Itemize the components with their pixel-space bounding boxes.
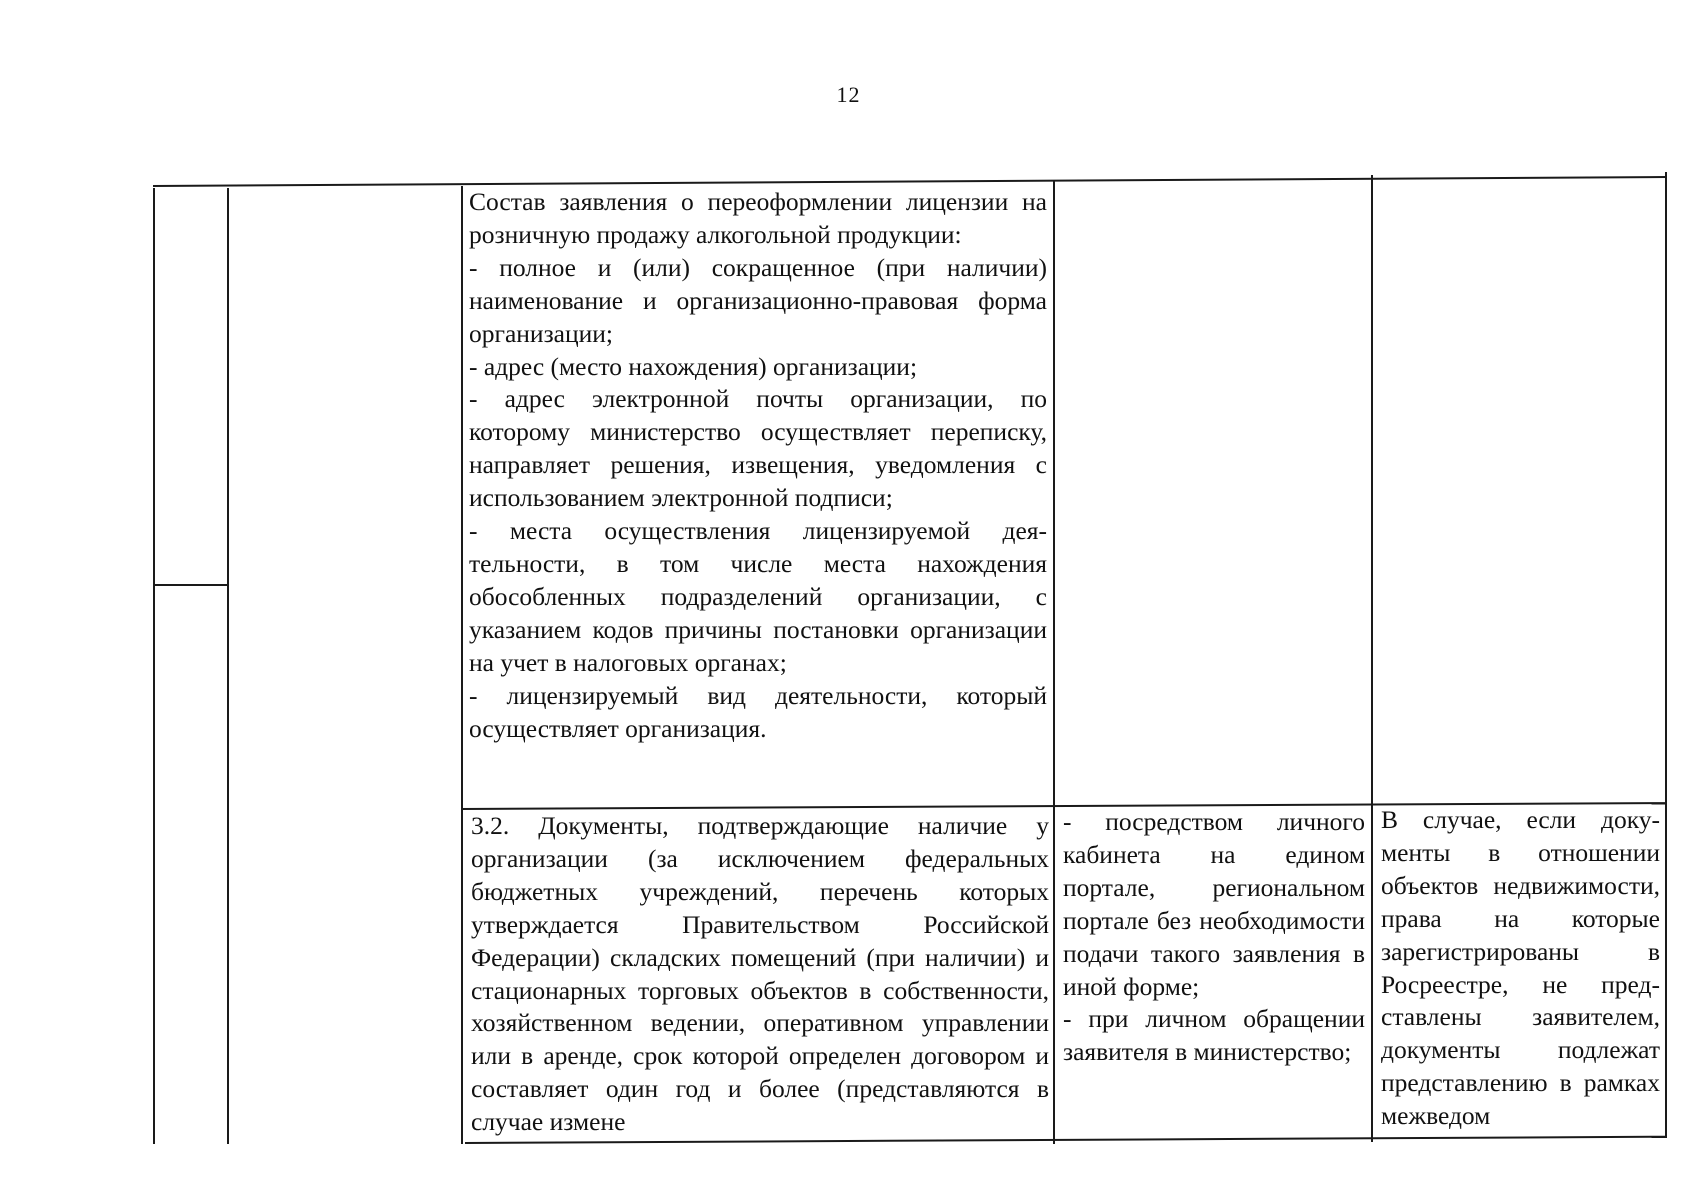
submission-methods-cell <box>1063 806 1365 1069</box>
license-application-composition-cell <box>469 186 1047 745</box>
table-left-border <box>153 188 155 1144</box>
composition-item-email: - адрес электронной почты организации, по которому министерство осуществляет переписку, направляет решения, извещения, уведомления с использованием электронной подписи; <box>469 384 1047 513</box>
interagency-note-text: В случае, если документы в отношении объектов недвижимости, права на которые зарегистрированы в Росреестре, не представлены заявителем, документы подлежат представлению в рамках межведом <box>1381 805 1660 1131</box>
documents-3-2-text: 3.2. Документы, подтверждающие наличие у организации (за исключением федеральных бюджетных учреждений, перечень которых утверждается Правительством Российской Федерации) складских помещений (при наличии) и стационарных торговых объектов в собственности, хозяйственном ведении, оперативном управлении или в аренде, срок которой определен договором и составляет один год и более (представляются в случае измене <box>471 811 1049 1137</box>
table-col5-divider <box>1371 175 1373 1142</box>
composition-item-locations: - места осуществления лицензируемой деятельности, в том числе места нахождения обособленных подразделений организации, с указанием кодов причины постановки организации на учет в налоговых органах; <box>469 516 1047 677</box>
composition-item-name: - полное и (или) сокращенное (при наличии) наименование и организационно-правовая форма организации; <box>469 252 1047 348</box>
composition-item-address: - адрес (место нахождения) организации; <box>469 351 918 381</box>
interagency-note-cell <box>1381 804 1660 1133</box>
documents-3-2-cell <box>471 810 1049 1139</box>
submission-method-portal: - посредством личного кабинета на едином портале, региональном портале без необходимости подачи такого заявления в иной форме; <box>1063 807 1365 1001</box>
page-number: 12 <box>836 82 861 107</box>
table-col3-divider <box>461 186 463 1144</box>
table-col1-row-divider <box>153 584 229 586</box>
table-col2-divider <box>227 188 229 1144</box>
composition-heading: Состав заявления о переоформлении лицензии на розничную продажу алкогольной продукции: <box>469 187 1047 249</box>
composition-item-activity: - лицензируемый вид деятельности, который осуществляет организация. <box>469 680 1047 743</box>
submission-method-in-person: - при личном обращении заявителя в министерство; <box>1063 1004 1365 1067</box>
table-col4-divider <box>1053 180 1055 1144</box>
table-right-border <box>1665 172 1667 1137</box>
